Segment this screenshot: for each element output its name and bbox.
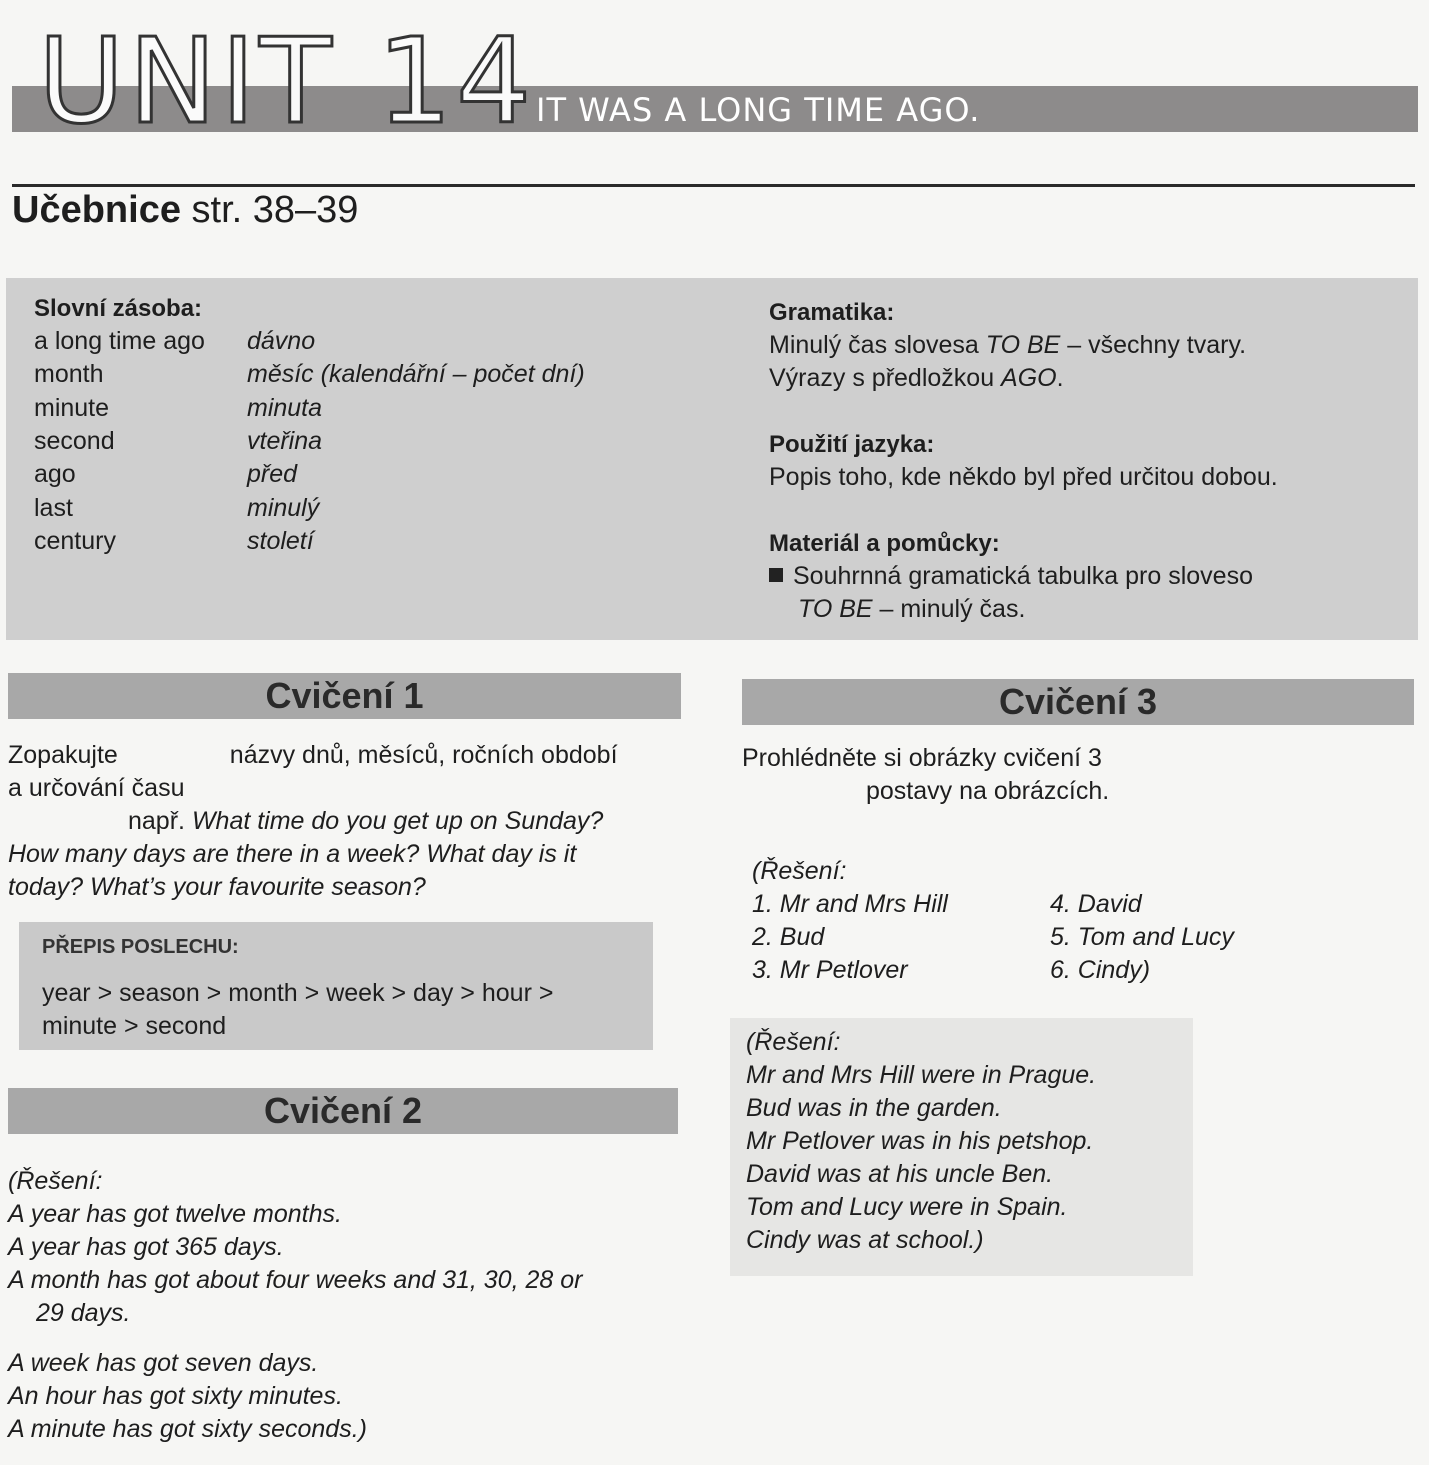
- materials-heading: Materiál a pomůcky:: [769, 530, 1000, 557]
- usage-text: Popis toho, kde někdo byl před určitou dobou.: [769, 463, 1278, 491]
- vocabulary-row: [34, 325, 585, 358]
- exercise-3-solution-open: (Řešení:: [752, 857, 847, 885]
- vocabulary-english: century: [34, 526, 116, 555]
- solution-item: 4. David: [1050, 890, 1142, 918]
- exercise-3-body: [742, 742, 1402, 808]
- exercise-1-line-3-prefix: např.: [128, 807, 192, 835]
- solution-item: 6. Cindy): [1050, 956, 1151, 984]
- textbook-reference: [12, 188, 358, 232]
- grammar-line-2: [769, 362, 1389, 395]
- solution-item: 2. Bud: [752, 923, 825, 951]
- exercise-1-line-1-start: Zopakujte: [8, 741, 118, 769]
- exercise-2-line: A week has got seven days.: [8, 1349, 319, 1377]
- solution-item: 1. Mr and Mrs Hill: [752, 890, 948, 918]
- solution-sentence: Mr and Mrs Hill were in Prague.: [746, 1061, 1097, 1089]
- exercise-1-line-4: How many days are there in a week? What day is it: [8, 840, 577, 868]
- exercise-1-title: Cvičení 1: [8, 673, 681, 719]
- exercise-3-line-2: postavy na obrázcích.: [866, 777, 1110, 805]
- vocabulary-english: second: [34, 427, 115, 456]
- exercise-2-line: An hour has got sixty minutes.: [8, 1382, 343, 1410]
- grammar-heading: Gramatika:: [769, 299, 895, 326]
- grammar-line-2-tail: .: [1056, 364, 1064, 392]
- materials-line-2: [769, 593, 1389, 626]
- vocabulary-row: [34, 525, 585, 558]
- exercise-2-line: A month has got about four weeks and 31, 30, 28 or: [8, 1266, 583, 1294]
- header-divider: [12, 184, 1415, 187]
- vocabulary-row: [34, 358, 585, 391]
- exercise-2-spacer: [8, 1330, 678, 1347]
- grammar-line-1-text: Minulý čas slovesa: [769, 331, 986, 359]
- grammar-line-2-text: Výrazy s předložkou: [769, 364, 1002, 392]
- unit-title: UNIT 14: [38, 12, 536, 150]
- solution-sentence: Bud was in the garden.: [746, 1094, 1002, 1122]
- vocabulary-row: [34, 392, 585, 425]
- solution-sentence: Cindy was at school.): [746, 1226, 984, 1254]
- grammar-section: [769, 296, 1389, 626]
- vocabulary-heading: Slovní zásoba:: [34, 295, 203, 322]
- transcript-line-2: minute > second: [42, 1012, 227, 1040]
- exercise-2-line: 29 days.: [36, 1299, 131, 1327]
- textbook-pages: str. 38–39: [191, 189, 359, 231]
- vocabulary-english: month: [34, 360, 104, 389]
- exercise-1-body: [8, 739, 680, 904]
- vocabulary-czech: měsíc (kalendářní – počet dní): [247, 360, 585, 389]
- solution-sentence: Tom and Lucy were in Spain.: [746, 1193, 1068, 1221]
- vocabulary-row: [34, 458, 585, 491]
- solution-sentence: David was at his uncle Ben.: [746, 1160, 1054, 1188]
- grammar-line-2-emphasis: AGO: [1001, 364, 1057, 392]
- vocabulary-czech: minuta: [247, 393, 323, 422]
- exercise-1-line-3: [8, 805, 680, 838]
- exercise-1-line-1-end: názvy dnů, měsíců, ročních období: [229, 741, 618, 769]
- vocabulary-czech: před: [247, 460, 298, 489]
- vocabulary-czech: dávno: [247, 327, 316, 356]
- transcript-text: [42, 977, 642, 1043]
- grammar-line-1-tail: – všechny tvary.: [1060, 331, 1247, 359]
- vocabulary-czech: století: [247, 526, 314, 555]
- usage-heading: Použití jazyka:: [769, 431, 935, 458]
- exercise-3-solution-list: [752, 855, 1392, 987]
- materials-line-2-tail: – minulý čas.: [872, 595, 1026, 623]
- solution-item: 5. Tom and Lucy: [1050, 923, 1234, 951]
- exercise-2-line: A minute has got sixty seconds.): [8, 1415, 367, 1443]
- exercise-2-line: A year has got 365 days.: [8, 1233, 284, 1261]
- exercise-3-title: Cvičení 3: [742, 679, 1414, 725]
- vocabulary-english: last: [34, 493, 73, 522]
- materials-line-2-emphasis: TO BE: [798, 595, 873, 623]
- exercise-2-line: (Řešení:: [8, 1167, 103, 1195]
- grammar-line-1-emphasis: TO BE: [985, 331, 1061, 359]
- exercise-1-line-5: today? What’s your favourite season?: [8, 873, 426, 901]
- vocabulary-english: a long time ago: [34, 327, 205, 356]
- vocabulary-row: [34, 491, 585, 524]
- vocabulary-section: [34, 292, 585, 558]
- solution-sentence: Mr Petlover was in his petshop.: [746, 1127, 1094, 1155]
- exercise-2-title: Cvičení 2: [8, 1088, 678, 1134]
- exercise-2-solution: [8, 1165, 678, 1446]
- vocabulary-english: minute: [34, 393, 110, 422]
- materials-line-1: [769, 560, 1389, 593]
- grammar-line-1: [769, 329, 1389, 362]
- transcript-line-1: year > season > month > week > day > hour >: [42, 979, 554, 1007]
- exercise-1-line-3-question: What time do you get up on Sunday?: [191, 807, 604, 835]
- solution-item: 3. Mr Petlover: [752, 956, 908, 984]
- vocabulary-list: [34, 325, 585, 558]
- exercise-3-solution-grid: [752, 888, 1392, 987]
- textbook-label: Učebnice: [12, 189, 181, 231]
- vocabulary-row: [34, 425, 585, 458]
- exercise-3-solution-sentences: [746, 1026, 1186, 1257]
- vocabulary-czech: vteřina: [247, 427, 323, 456]
- unit-subtitle: IT WAS A LONG TIME AGO.: [536, 91, 981, 129]
- materials-line-1-text: Souhrnná gramatická tabulka pro sloveso: [793, 562, 1253, 590]
- exercise-3-line-1: Prohlédněte si obrázky cvičení 3: [742, 744, 1102, 772]
- transcript-label: PŘEPIS POSLECHU:: [42, 936, 239, 958]
- solution-sentence: (Řešení:: [746, 1028, 841, 1056]
- exercise-2-line: A year has got twelve months.: [8, 1200, 342, 1228]
- vocabulary-english: ago: [34, 460, 76, 489]
- square-bullet-icon: [769, 568, 783, 582]
- exercise-1-line-1: [8, 739, 680, 772]
- exercise-1-line-2: a určování času: [8, 774, 185, 802]
- vocabulary-czech: minulý: [247, 493, 320, 522]
